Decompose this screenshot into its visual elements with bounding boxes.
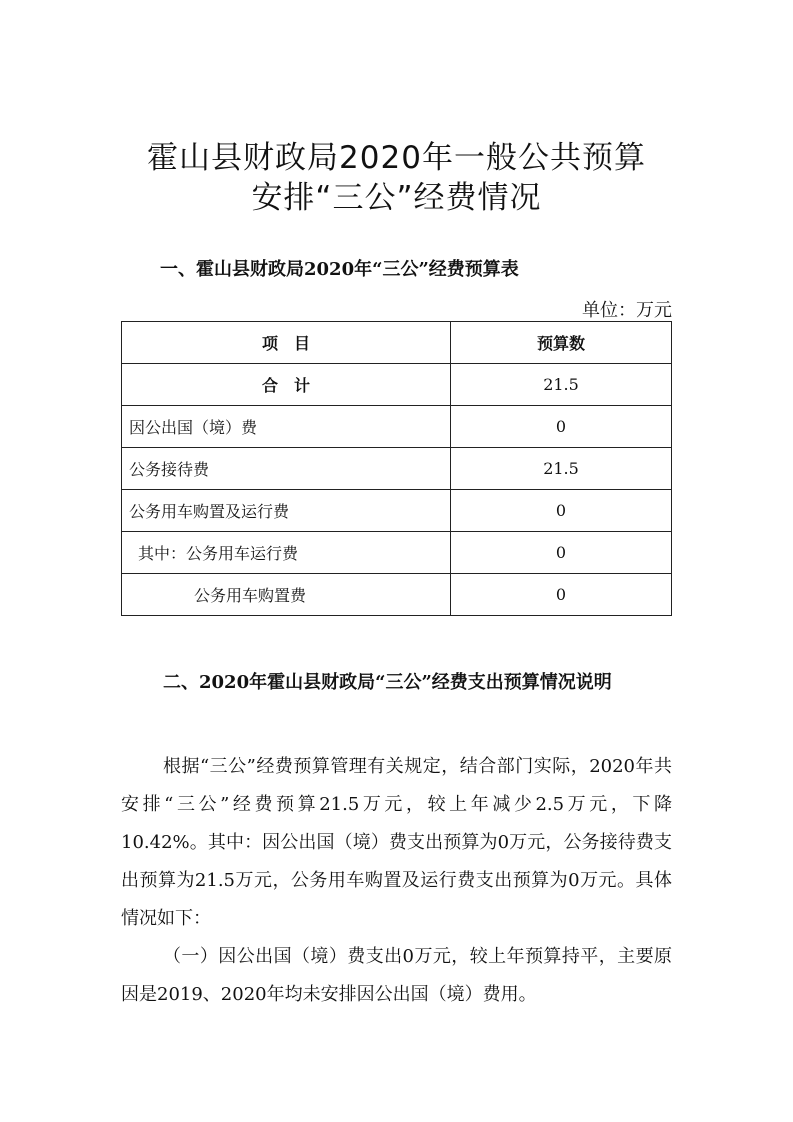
row-label: 因公出国（境）费	[122, 406, 451, 448]
row-value: 21.5	[451, 448, 672, 490]
row-value: 21.5	[451, 364, 672, 406]
table-row	[122, 406, 672, 448]
row-label: 其中：公务用车运行费	[122, 532, 451, 574]
row-value: 0	[451, 532, 672, 574]
row-label: 公务接待费	[122, 448, 451, 490]
row-label: 公务用车购置及运行费	[122, 490, 451, 532]
table-row	[122, 574, 672, 616]
document-title-line-1: 霍山县财政局2020年一般公共预算	[147, 140, 646, 176]
column-header-item: 项 目	[122, 322, 451, 364]
budget-table	[121, 321, 672, 616]
section-1-heading: 一、霍山县财政局2020年“三公”经费预算表	[160, 259, 519, 280]
body-paragraph-2: （一）因公出国（境）费支出0万元，较上年预算持平，主要原因是2019、2020年均未安排因公出国（境）费用。	[121, 946, 672, 1005]
section-2-heading: 二、2020年霍山县财政局“三公”经费支出预算情况说明	[163, 672, 612, 693]
table-row	[122, 532, 672, 574]
document-title-line-2: 安排“三公”经费情况	[251, 180, 542, 216]
body-paragraph-1: 根据“三公”经费预算管理有关规定，结合部门实际，2020年共安排“三公”经费预算21.5万元，较上年减少2.5万元，下降10.42%。其中：因公出国（境）费支出预算为0万元，公务接待费支出预算为21.5万元，公务用车购置及运行费支出预算为0万元。具体情况如下：	[121, 756, 672, 929]
table-header-row	[122, 322, 672, 364]
table-row	[122, 448, 672, 490]
column-header-budget: 预算数	[451, 322, 672, 364]
table-row	[122, 490, 672, 532]
row-label: 合 计	[122, 364, 451, 406]
table-row-total	[122, 364, 672, 406]
row-value: 0	[451, 406, 672, 448]
row-label: 公务用车购置费	[122, 574, 451, 616]
row-value: 0	[451, 490, 672, 532]
row-value: 0	[451, 574, 672, 616]
unit-label: 单位：万元	[582, 300, 672, 321]
